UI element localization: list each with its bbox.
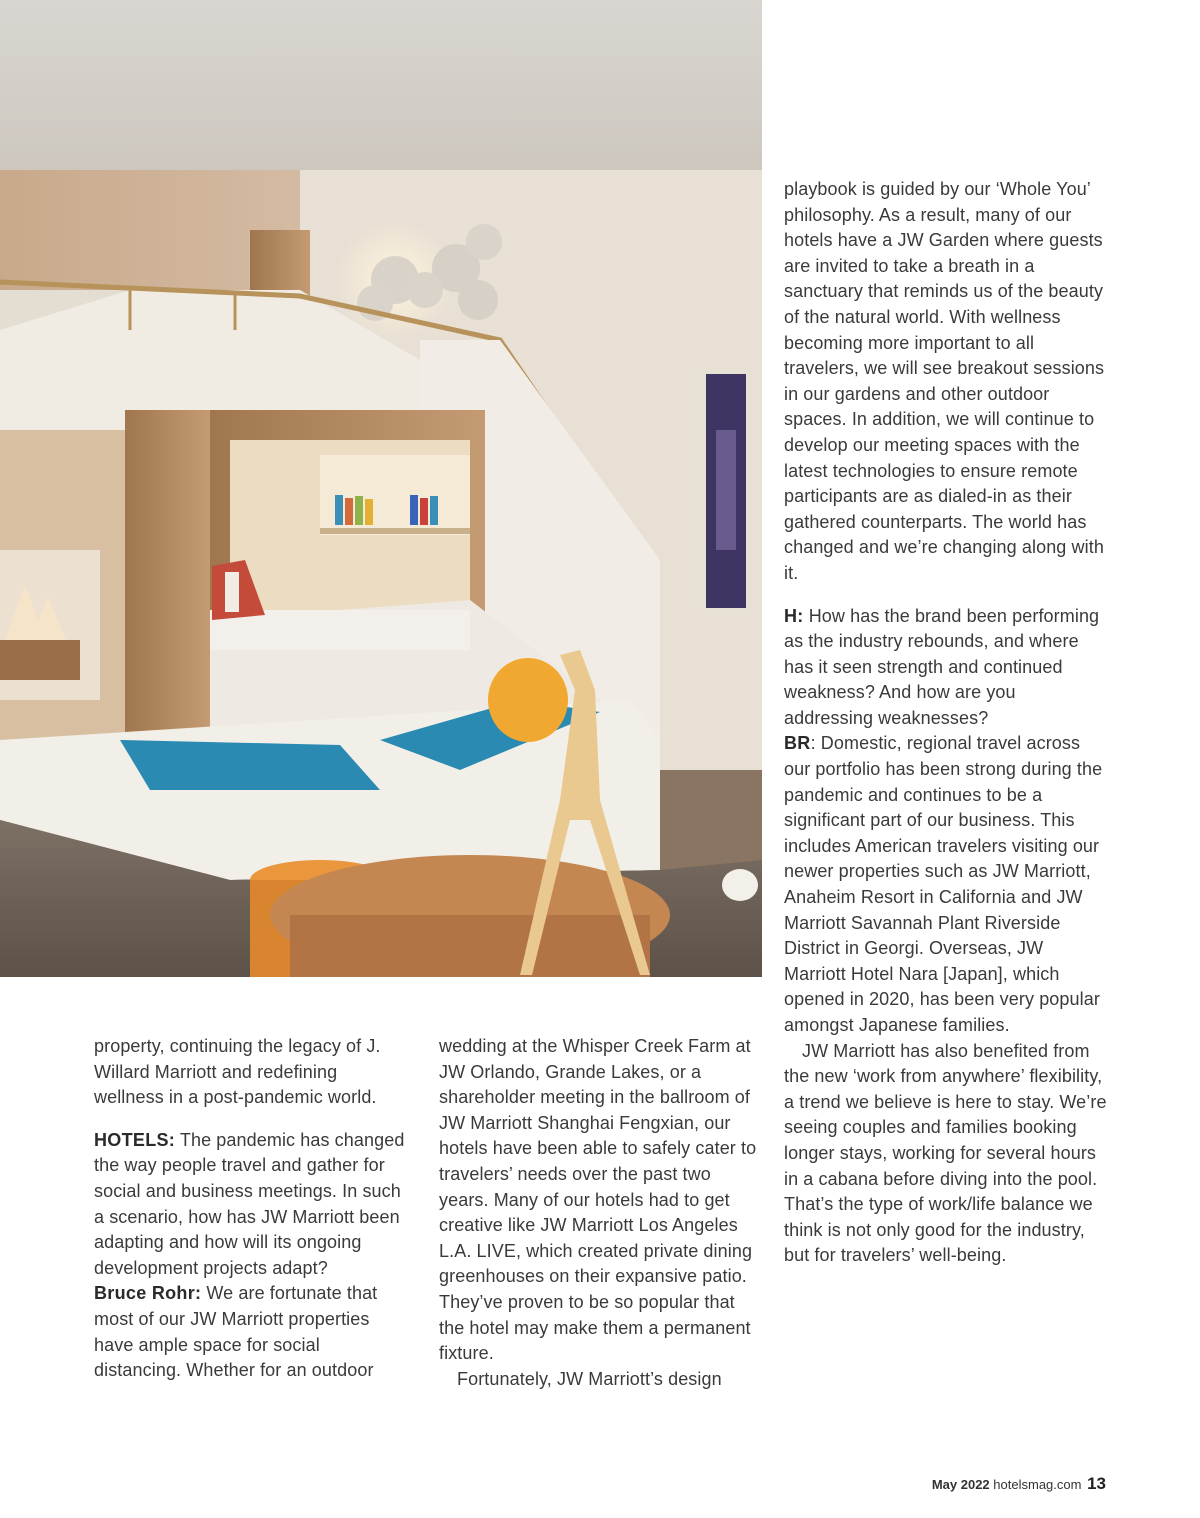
- text-column-1: [94, 1034, 410, 1384]
- question-paragraph: [94, 1128, 410, 1282]
- answer-paragraph: [784, 731, 1108, 1038]
- answer-text: We are fortunate that most of our JW Marriott properties have ample space for social distancing. Whether for an outdoor: [94, 1283, 378, 1381]
- paragraph: JW Marriott has also benefited from the new ‘work from anywhere’ flexibility, a trend we believe is here to stay. We’re seeing couples and families booking longer stays, working for several hours in a cabana before diving into the pool. That’s the type of work/life balance we think is not only good for the industry, but for travelers’ well-being.: [784, 1040, 1107, 1266]
- question-label: H:: [784, 605, 804, 626]
- issue-date: May 2022: [931, 1477, 990, 1492]
- website[interactable]: hotelsmag.com: [993, 1477, 1082, 1492]
- question-label: HOTELS:: [94, 1129, 176, 1150]
- answer-label: Bruce Rohr:: [94, 1283, 202, 1304]
- text-column-2: [439, 1034, 761, 1392]
- question-paragraph: [784, 604, 1108, 732]
- question-text: How has the brand been performing as the industry rebounds, and where has it seen strength and continued weakness? And how are you addressing weaknesses?: [784, 605, 1100, 728]
- paragraph: wedding at the Whisper Creek Farm at JW Orlando, Grande Lakes, or a shareholder meeting in the ballroom of JW Marriott Shanghai Fengxian, our hotels have been able to safely cater to travelers’ needs over the past two years. Many of our hotels had to get creative like JW Marriott Los Angeles L.A. LIVE, which created private dining greenhouses on their expansive patio. They’ve proven to be so popular that the hotel may make them a permanent fixture.: [439, 1036, 757, 1364]
- hero-photo: [0, 0, 762, 977]
- answer-label: BR: [784, 733, 811, 754]
- page-footer: [932, 1474, 1106, 1494]
- paragraph: playbook is guided by our ‘Whole You’ philosophy. As a result, many of our hotels have a JW Garden where guests are invited to take a breath in a sanctuary that reminds us of the beauty of the natural world. With wellness becoming more important to all travelers, we will see breakout sessions in our gardens and other outdoor spaces. In addition, we will continue to develop our meeting spaces with the latest technologies to ensure remote participants are as dialed-in as their gathered counterparts. The world has changed and we’re changing along with it.: [784, 179, 1105, 583]
- text-column-3: [784, 177, 1108, 1269]
- paragraph: property, continuing the legacy of J. Willard Marriott and redefining wellness in a post-pandemic world.: [94, 1036, 381, 1108]
- room-illustration: [0, 0, 762, 977]
- page-number: 13: [1087, 1474, 1106, 1493]
- answer-paragraph: [94, 1281, 410, 1383]
- answer-text: : Domestic, regional travel across our portfolio has been strong during the pandemic and continues to be a significant part of our business. This includes American travelers visiting our newer properties such as JW Marriott, Anaheim Resort in California and JW Marriott Savannah Plant Riverside District in Georgi. Overseas, JW Marriott Hotel Nara [Japan], which opened in 2020, has been very popular amongst Japanese families.: [784, 733, 1103, 1035]
- paragraph: Fortunately, JW Marriott’s design: [457, 1368, 722, 1389]
- question-text: The pandemic has changed the way people travel and gather for social and business meetings. In such a scenario, how has JW Marriott been adapting and how will its ongoing development projects adapt?: [94, 1129, 405, 1278]
